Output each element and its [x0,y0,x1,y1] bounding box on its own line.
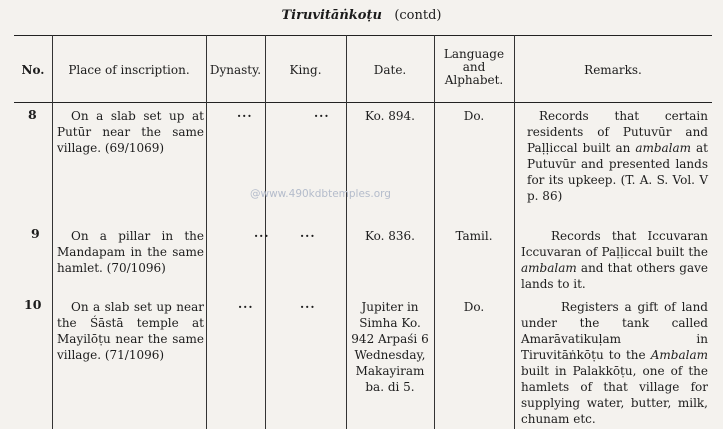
header-language-line3: Alphabet. [444,73,504,87]
row-10-remarks-text-end: built in Palakkōṭu, one of the hamlets of that village for supplying water, butter, milk, chunam etc. [521,364,708,426]
header-language-line2: and [462,60,486,74]
row-10-remarks [521,299,708,427]
row-8-language: Do. [463,109,485,123]
header-king: King. [289,63,322,77]
row-10-date: Jupiter in Simha Ko. 942 Arpaśi 6 Wednesday, Makayiram ba. di 5. [351,300,429,394]
row-9-language: Tamil. [455,229,493,243]
header-bottom-rule [14,102,712,103]
row-8-remarks-emphasis: ambalam [635,141,692,155]
header-language-line1: Language [443,47,505,61]
row-9-remarks-text: Records that Iccuvaran Iccuvaran of Paḷḷiccal built the [521,229,708,259]
row-9-remarks-text-end: and that others gave lands to it. [521,261,708,291]
row-10-king: ... [300,297,316,311]
row-8-no: 8 [28,107,37,122]
row-8-date: Ko. 894. [364,109,415,123]
row-9-place: On a pillar in the Mandapam in the same hamlet. (70/1096) [57,229,204,275]
row-10-remarks-emphasis: Ambalam [650,348,708,362]
column-divider [52,35,53,429]
watermark: @www.490kdbtemples.org [250,188,391,200]
header-language [434,48,514,87]
row-8-remarks [527,108,708,204]
row-8-remarks-text-end: at Putuvūr and presented lands for its upkeep. (T. A. S. Vol. V p. 86) [527,141,708,203]
row-8-king: ... [314,106,330,120]
row-10-remarks-text: Registers a gift of land under the tank called Amarāvatikuḷam in Tiruvitāṅkōṭu to the [521,300,708,362]
header-remarks: Remarks. [584,63,642,77]
row-9-no: 9 [31,226,40,241]
row-9-remarks [521,228,708,292]
row-10-place: On a slab set up near the Śāstā temple at Mayilōṭu near the same village. (71/1096) [57,300,204,362]
header-place: Place of inscription. [68,63,190,77]
header-dynasty: Dynasty. [209,63,262,77]
row-10-language: Do. [463,300,485,314]
row-9-dynasty: ... [254,226,270,240]
header-date: Date. [373,63,407,77]
row-10-dynasty: ... [238,297,254,311]
title-italic: Tiruvitāṅkoṭu [281,8,382,23]
title-suffix: (contd) [394,8,442,23]
row-8-remarks-text: Records that certain residents of Putuvūr and Paḷḷiccal built an [527,109,708,155]
row-9-remarks-emphasis: ambalam [521,261,577,275]
row-8-place: On a slab set up at Putūr near the same village. (69/1069) [57,109,204,155]
row-9-king: ... [300,226,316,240]
header-no: No. [21,63,45,77]
row-8-dynasty: ... [237,106,253,120]
table-top-rule [14,35,712,36]
column-divider [514,35,515,429]
page-title [0,8,723,23]
column-divider [206,35,207,429]
row-9-date: Ko. 836. [364,229,415,243]
row-10-no: 10 [24,297,42,312]
